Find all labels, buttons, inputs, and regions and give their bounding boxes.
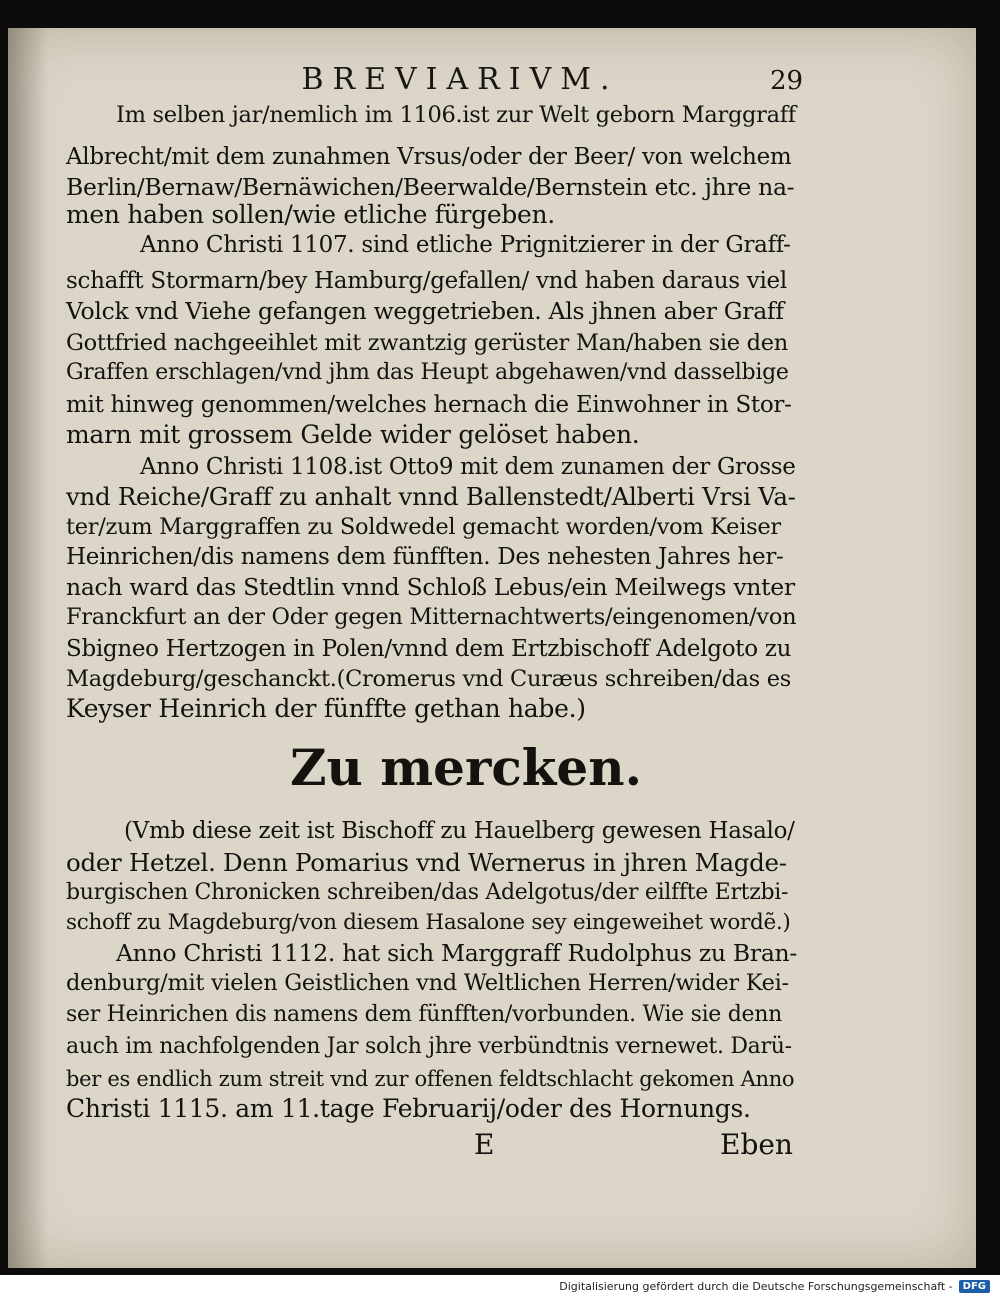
text-line: Heinrichen/dis namens dem fünfften. Des nehesten Jahres her- — [66, 544, 784, 570]
text-line: Keyser Heinrich der fünffte gethan habe.) — [66, 694, 586, 723]
text-line: Gottfried nachgeeihlet mit zwantzig gerüster Man/haben sie den — [66, 330, 788, 356]
text-line: men haben sollen/wie etliche fürgeben. — [66, 200, 555, 229]
text-line: schafft Stormarn/bey Hamburg/gefallen/ vnd haben daraus viel — [66, 268, 787, 294]
text-line: auch im nachfolgenden Jar solch jhre verbündtnis vernewet. Darü- — [66, 1034, 792, 1059]
binding-shadow — [8, 28, 48, 1268]
catchword: Eben — [720, 1128, 793, 1161]
text-line: ber es endlich zum streit vnd zur offenen feldtschlacht gekomen Anno — [66, 1067, 795, 1091]
text-line: Anno Christi 1112. hat sich Marggraff Rudolphus zu Bran- — [116, 939, 798, 967]
text-line: denburg/mit vielen Geistlichen vnd Weltlichen Herren/wider Kei- — [66, 970, 789, 996]
section-heading: Zu mercken. — [290, 738, 642, 797]
text-line: Magdeburg/geschanckt.(Cromerus vnd Curæus schreiben/das es — [66, 666, 792, 692]
text-line: nach ward das Stedtlin vnnd Schloß Lebus/ein Meilwegs vnter — [66, 573, 795, 601]
text-line: vnd Reiche/Graff zu anhalt vnnd Ballenstedt/Alberti Vrsi Va- — [66, 482, 796, 511]
text-line: schoff zu Magdeburg/von diesem Hasalone sey eingeweihet wordẽ.) — [66, 910, 791, 935]
text-line: marn mit grossem Gelde wider gelöset haben. — [66, 420, 640, 449]
footer — [559, 1280, 990, 1293]
text-line: Anno Christi 1107. sind etliche Prignitzierer in der Graff- — [140, 232, 791, 258]
text-line: mit hinweg genommen/welches hernach die Einwohner in Stor- — [66, 392, 792, 418]
text-line: Volck vnd Viehe gefangen weggetrieben. Als jhnen aber Graff — [66, 297, 784, 325]
text-line: ser Heinrichen dis namens dem fünfften/vorbunden. Wie sie denn — [66, 1002, 782, 1027]
text-line: (Vmb diese zeit ist Bischoff zu Hauelberg gewesen Hasalo/ — [124, 818, 795, 844]
text-line: Berlin/Bernaw/Bernäwichen/Beerwalde/Bernstein etc. jhre na- — [66, 173, 795, 201]
page-number: 29 — [770, 66, 804, 96]
text-line: Graffen erschlagen/vnd jhm das Heupt abgehawen/vnd dasselbige — [66, 360, 789, 385]
signature-mark: E — [474, 1128, 495, 1161]
text-line: burgischen Chronicken schreiben/das Adelgotus/der eilffte Ertzbi- — [66, 880, 789, 905]
text-line: ter/zum Marggraffen zu Soldwedel gemacht worden/vom Keiser — [66, 514, 781, 540]
text-line: Sbigneo Hertzogen in Polen/vnnd dem Ertzbischoff Adelgoto zu — [66, 636, 792, 662]
text-line: Albrecht/mit dem zunahmen Vrsus/oder der Beer/ von welchem — [66, 144, 792, 170]
dfg-logo: DFG — [959, 1280, 990, 1293]
text-line: Christi 1115. am 11.tage Februarij/oder des Hornungs. — [66, 1094, 751, 1123]
text-line: Franckfurt an der Oder gegen Mitternachtwerts/eingenomen/von — [66, 604, 797, 630]
text-line: oder Hetzel. Denn Pomarius vnd Wernerus in jhren Magde- — [66, 848, 787, 877]
footer-credit: Digitalisierung gefördert durch die Deutsche Forschungsgemeinschaft - — [559, 1280, 953, 1293]
running-head: BREVIARIVM. — [301, 62, 619, 97]
text-line: Im selben jar/nemlich im 1106.ist zur Welt geborn Marggraff — [116, 102, 796, 128]
text-line: Anno Christi 1108.ist Otto9 mit dem zunamen der Grosse — [140, 454, 796, 480]
